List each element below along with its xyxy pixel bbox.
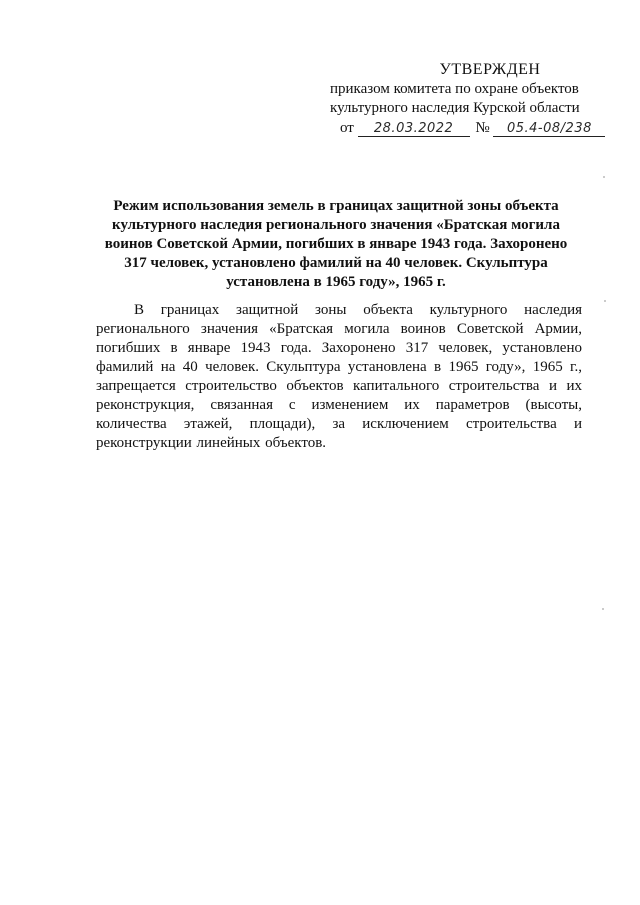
approval-line-1: приказом комитета по охране объектов [330,81,579,97]
document-title: Режим использования земель в границах защитной зоны объекта культурного наследия регионального значения «Братская могила воинов Советской Армии, погибших в январе 1943 года. Захоронено 317 человек, установлено фамилий на 40 человек. Скульптура установлена в 1965 году», 1965 г. [104,198,568,290]
date-prefix: от [340,120,354,136]
approval-line-2: культурного наследия Курской области [330,100,580,116]
scan-speck [604,300,606,302]
handwritten-date: 28.03.2022 [358,121,470,137]
handwritten-number: 05.4-08/238 [493,121,605,137]
approval-block [330,60,620,138]
scan-speck [602,608,604,610]
scan-speck [603,176,605,178]
number-sign: № [475,120,490,136]
approval-date-line [340,119,620,138]
approval-title: УТВЕРЖДЕН [439,61,541,78]
document-paragraph: В границах защитной зоны объекта культурного наследия регионального значения «Братская могила воинов Советской Армии, погибших в январе 1943 года. Захоронено 317 человек, установлено фамилий на 40 человек. Скульптура установлена в 1965 году», 1965 г., запрещается строительство объектов капитального строительства и их реконструкция, связанная с изменением их параметров (высоты, количества этажей, площади), за исключением строительства и реконструкции линейных объектов. [96,302,582,451]
